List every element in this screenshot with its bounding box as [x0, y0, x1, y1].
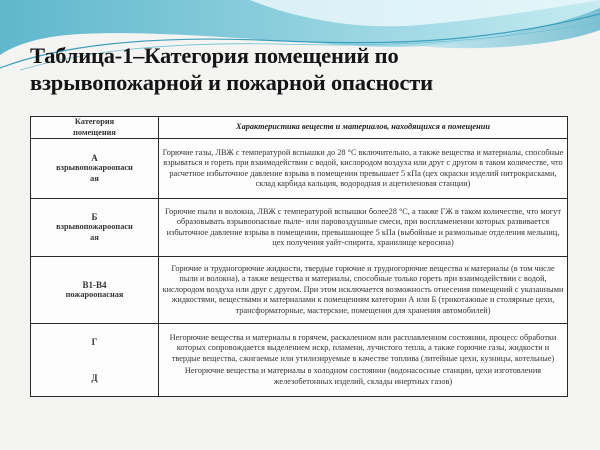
header-description: Характеристика веществ и материалов, находящихся в помещении: [159, 117, 568, 139]
category-code-d: Д: [91, 373, 98, 384]
description-cell: Горючие и трудногорючие жидкости, твердые горючие и трудногорючие вещества и материалы (в том числе пыли и волокна), а также вещества и материалы, способные только гореть при взаимодействии с водой, кислородом воздуха или друг с другом. При этом исключается возможность отнесения помещений с указанными жидкостями, веществами и материалами к помещениям категории А или Б (трикотажные и столярные цехи, трансформаторные, мастерские, помещения для хранения автомобилей): [159, 257, 568, 324]
category-cell: [31, 199, 159, 257]
header-category: Категория помещения: [31, 117, 159, 139]
page-title: [30, 42, 433, 96]
table-row: [31, 257, 568, 324]
category-code-g: Г: [91, 336, 98, 347]
description-cell: Горючие газы, ЛВЖ с температурой вспышки до 28 °С включительно, а также вещества и материалы, способные взрываться и гореть при взаимодействии с водой, кислородом воздуха или друг с другом в таком количестве, что расчетное избыточное давление взрыва в помещении превышает 5 кПа (цех окраски изделий нитрокрасками, склад карбида кальция, водородная и ацетиленовая станции): [159, 139, 568, 199]
category-cell: [31, 139, 159, 199]
table-row: [31, 324, 568, 397]
table-header-row: [31, 117, 568, 139]
category-code: В1-В4: [82, 279, 107, 290]
category-cell: [31, 324, 159, 397]
table-row: [31, 199, 568, 257]
description-cell: Горючие пыли и волокна, ЛВЖ с температурой вспышки более28 °С, а также ГЖ в таком количестве, что могут образовывать взрывоопасные пыле- или паровоздушные смеси, при воспламенении которых развивается избыточное давление взрыва в помещении, превышающее 5 кПа (выбойные и размольные отделения мельниц, цех получения уайт-спирита, хранилище керосина): [159, 199, 568, 257]
category-class-cont: ая: [90, 232, 99, 242]
category-class: взрывопожароопасн: [56, 222, 133, 232]
title-line-2: взрывопожарной и пожарной опасности: [30, 70, 433, 95]
category-class-cont: ая: [90, 173, 99, 183]
title-line-1: Таблица-1–Категория помещений по: [30, 43, 399, 68]
category-code: Б: [91, 211, 98, 222]
category-cell: [31, 257, 159, 324]
category-table: [30, 116, 568, 397]
table-row: [31, 139, 568, 199]
description-g: Негорючие вещества и материалы в горячем, раскаленном или расплавленном состоянии, процесс обработки которых сопровождается выделением искр, пламени, лучистого тепла, а также горючие газы, жидкости и твердые вещества, сжигаемые или утилизируемые в качестве топлива (литейные цехи, кузницы, котельные): [169, 332, 557, 363]
category-class: взрывопожароопасн: [56, 163, 133, 173]
description-d: Негорючие вещества и материалы в холодном состоянии (водонасосные станции, цехи изготовления железобетонных изделий, склады инертных газов): [184, 366, 542, 387]
description-cell: [159, 324, 568, 397]
category-class: пожароопасная: [65, 290, 124, 300]
category-code: А: [91, 152, 98, 163]
